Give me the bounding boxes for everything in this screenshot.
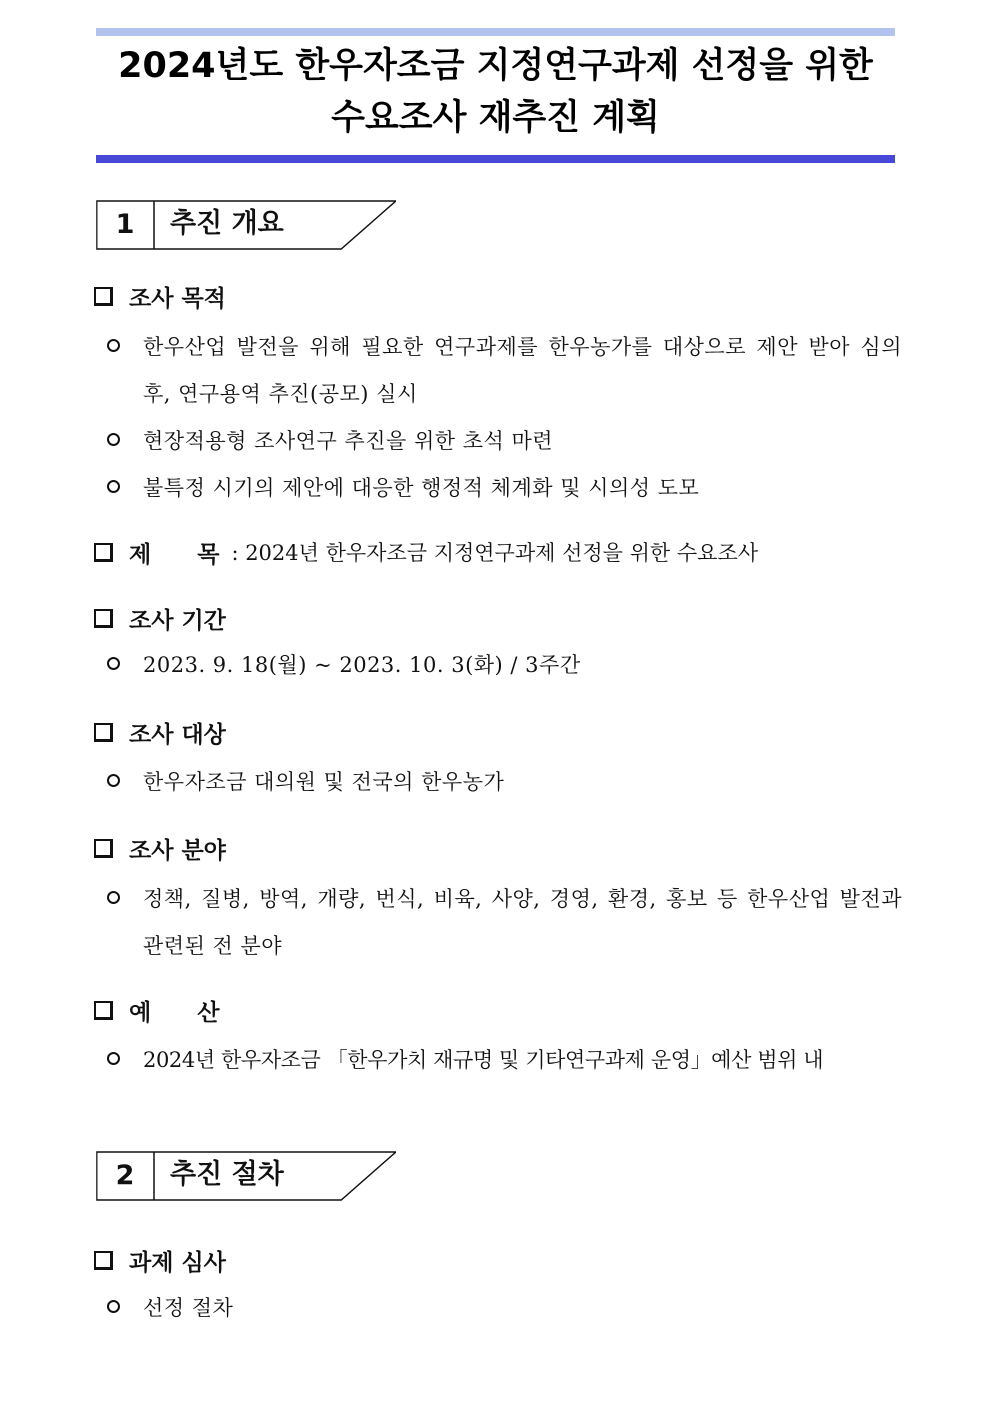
square-bullet-icon [94,609,113,628]
subject-content: : 2024년 한우자조금 지정연구과제 선정을 위한 수요조사 [231,541,759,565]
circle-bullet-icon [107,1052,120,1065]
heading-field [94,831,226,865]
bullet-item [107,759,902,806]
section-title: 추진 개요 [170,208,284,239]
page-title-line-1: 2024년도 한우자조금 지정연구과제 선정을 위한 [118,46,873,86]
bullet-item [107,876,902,970]
heading-budget [94,993,219,1027]
bullet-text: 정책, 질병, 방역, 개량, 번식, 비육, 사양, 경영, 환경, 홍보 등 한우산업 발전과 관련된 전 분야 [143,887,902,958]
square-bullet-icon [94,1001,113,1020]
circle-bullet-icon [107,891,120,904]
title-bottom-rule [96,155,895,163]
title-top-rule [96,28,895,36]
bullet-item [107,324,902,418]
bullet-text: 불특정 시기의 제안에 대응한 행정적 체계화 및 시의성 도모 [143,476,700,500]
page-title-line-2: 수요조사 재추진 계획 [331,98,660,138]
circle-bullet-icon [107,774,120,787]
bullet-text: 한우자조금 대의원 및 전국의 한우농가 [143,770,505,794]
square-bullet-icon [94,723,113,742]
circle-bullet-icon [107,480,120,493]
bullet-item [107,1037,902,1084]
bullet-text: 현장적용형 조사연구 추진을 위한 초석 마련 [143,429,554,453]
heading-subject [94,535,758,569]
heading-purpose [94,279,226,313]
heading-label: 예 산 [129,999,220,1026]
circle-bullet-icon [107,433,120,446]
square-bullet-icon [94,287,113,306]
section-header-overview [96,200,396,252]
circle-bullet-icon [107,1300,120,1313]
bullet-text: 2023. 9. 18(월) ~ 2023. 10. 3(화) / 3주간 [143,653,581,677]
bullet-text: 선정 절차 [143,1296,234,1320]
bullet-item [107,642,902,689]
square-bullet-icon [94,543,113,562]
heading-label: 제 목 [129,541,220,568]
circle-bullet-icon [107,657,120,670]
bullet-item [107,465,902,512]
heading-label: 조사 분야 [129,837,226,864]
section-number: 2 [115,1160,135,1191]
bullet-text: 한우산업 발전을 위해 필요한 연구과제를 한우농가를 대상으로 제안 받아 심의 후, 연구용역 추진(공모) 실시 [143,335,902,406]
heading-review [94,1243,226,1277]
heading-target [94,715,226,749]
heading-label: 과제 심사 [129,1249,226,1276]
page-title [96,40,895,144]
heading-period [94,601,226,635]
bullet-item [107,1285,902,1332]
heading-label: 조사 대상 [129,721,226,748]
section-title: 추진 절차 [170,1159,284,1190]
bullet-item [107,418,902,465]
section-header-procedure [96,1151,396,1203]
section-number: 1 [115,209,135,240]
circle-bullet-icon [107,339,120,352]
heading-label: 조사 목적 [129,285,226,312]
bullet-text: 2024년 한우자조금 「한우가치 재규명 및 기타연구과제 운영」예산 범위 내 [143,1048,824,1072]
square-bullet-icon [94,1251,113,1270]
heading-label: 조사 기간 [129,607,226,634]
square-bullet-icon [94,839,113,858]
